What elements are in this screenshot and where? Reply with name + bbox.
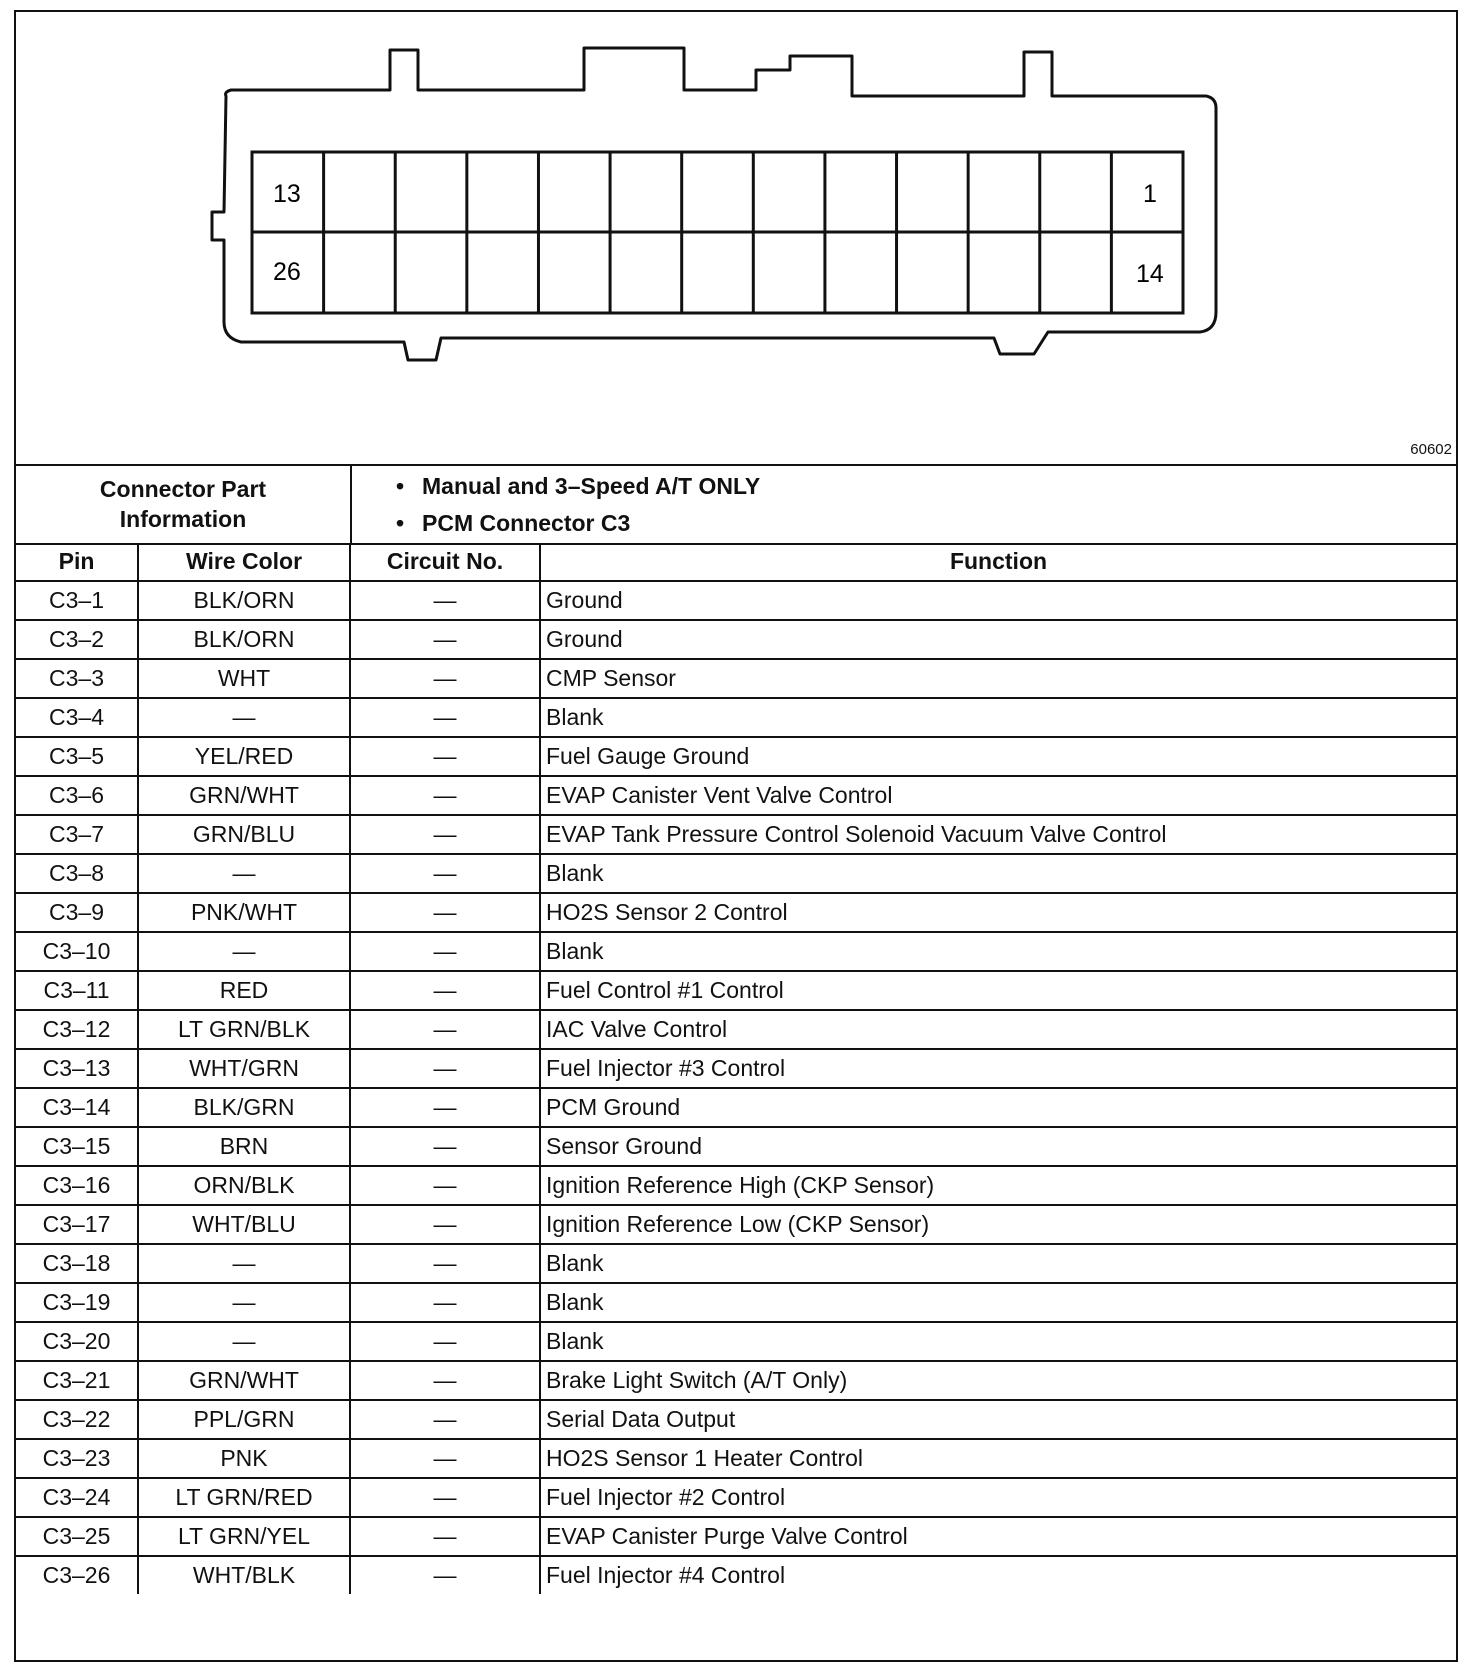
wire-color-cell: GRN/WHT bbox=[138, 776, 350, 815]
pin-cell: C3–2 bbox=[16, 620, 138, 659]
function-cell: Fuel Injector #2 Control bbox=[540, 1478, 1456, 1517]
pin-cell: C3–10 bbox=[16, 932, 138, 971]
pin-cell: C3–6 bbox=[16, 776, 138, 815]
circuit-no-cell: — bbox=[350, 815, 540, 854]
pin-cell: C3–23 bbox=[16, 1439, 138, 1478]
circuit-no-cell: — bbox=[350, 1127, 540, 1166]
wire-color-cell: WHT/GRN bbox=[138, 1049, 350, 1088]
table-row bbox=[16, 1478, 1456, 1517]
table-row bbox=[16, 1322, 1456, 1361]
function-cell: Ignition Reference Low (CKP Sensor) bbox=[540, 1205, 1456, 1244]
function-cell: EVAP Canister Purge Valve Control bbox=[540, 1517, 1456, 1556]
pin-table bbox=[16, 543, 1456, 1594]
pin-cell: C3–3 bbox=[16, 659, 138, 698]
table-row bbox=[16, 854, 1456, 893]
table-row bbox=[16, 698, 1456, 737]
function-cell: HO2S Sensor 2 Control bbox=[540, 893, 1456, 932]
wire-color-cell: RED bbox=[138, 971, 350, 1010]
table-row bbox=[16, 1283, 1456, 1322]
pin-label-1: 1 bbox=[1143, 180, 1157, 208]
function-cell: Blank bbox=[540, 854, 1456, 893]
function-cell: Fuel Injector #3 Control bbox=[540, 1049, 1456, 1088]
function-cell: EVAP Tank Pressure Control Solenoid Vacuum Valve Control bbox=[540, 815, 1456, 854]
wire-color-cell: LT GRN/RED bbox=[138, 1478, 350, 1517]
table-row bbox=[16, 932, 1456, 971]
table-row bbox=[16, 1127, 1456, 1166]
function-cell: HO2S Sensor 1 Heater Control bbox=[540, 1439, 1456, 1478]
pin-cell: C3–8 bbox=[16, 854, 138, 893]
pin-cell: C3–22 bbox=[16, 1400, 138, 1439]
function-cell: Sensor Ground bbox=[540, 1127, 1456, 1166]
table-row bbox=[16, 659, 1456, 698]
circuit-no-cell: — bbox=[350, 854, 540, 893]
circuit-no-cell: — bbox=[350, 1088, 540, 1127]
table-row bbox=[16, 971, 1456, 1010]
table-row bbox=[16, 620, 1456, 659]
wire-color-cell: — bbox=[138, 1283, 350, 1322]
pin-cell: C3–20 bbox=[16, 1322, 138, 1361]
connector-diagram bbox=[16, 12, 1456, 466]
wire-color-cell: — bbox=[138, 1322, 350, 1361]
pin-label-26: 26 bbox=[273, 258, 301, 286]
function-cell: Ground bbox=[540, 620, 1456, 659]
circuit-no-cell: — bbox=[350, 1244, 540, 1283]
wire-color-cell: — bbox=[138, 932, 350, 971]
pin-cell: C3–15 bbox=[16, 1127, 138, 1166]
circuit-no-cell: — bbox=[350, 932, 540, 971]
pin-cell: C3–24 bbox=[16, 1478, 138, 1517]
wire-color-cell: WHT/BLK bbox=[138, 1556, 350, 1594]
wire-color-cell: BLK/ORN bbox=[138, 620, 350, 659]
pin-cell: C3–26 bbox=[16, 1556, 138, 1594]
table-row bbox=[16, 1166, 1456, 1205]
pin-cell: C3–13 bbox=[16, 1049, 138, 1088]
table-row bbox=[16, 1556, 1456, 1594]
pin-cell: C3–25 bbox=[16, 1517, 138, 1556]
function-cell: Blank bbox=[540, 698, 1456, 737]
wire-color-cell: GRN/WHT bbox=[138, 1361, 350, 1400]
circuit-no-cell: — bbox=[350, 1205, 540, 1244]
function-cell: Ground bbox=[540, 581, 1456, 620]
circuit-no-cell: — bbox=[350, 659, 540, 698]
pin-cell: C3–19 bbox=[16, 1283, 138, 1322]
wire-color-cell: BLK/GRN bbox=[138, 1088, 350, 1127]
circuit-no-cell: — bbox=[350, 893, 540, 932]
wire-color-cell: — bbox=[138, 698, 350, 737]
wire-color-cell: LT GRN/YEL bbox=[138, 1517, 350, 1556]
circuit-no-cell: — bbox=[350, 1283, 540, 1322]
function-cell: EVAP Canister Vent Valve Control bbox=[540, 776, 1456, 815]
circuit-no-cell: — bbox=[350, 620, 540, 659]
circuit-no-cell: — bbox=[350, 581, 540, 620]
pin-cavity-grid bbox=[252, 152, 1183, 313]
pin-cell: C3–21 bbox=[16, 1361, 138, 1400]
circuit-no-cell: — bbox=[350, 1166, 540, 1205]
function-cell: Fuel Injector #4 Control bbox=[540, 1556, 1456, 1594]
circuit-no-cell: — bbox=[350, 1517, 540, 1556]
circuit-no-cell: — bbox=[350, 1439, 540, 1478]
wire-color-cell: PNK/WHT bbox=[138, 893, 350, 932]
circuit-no-cell: — bbox=[350, 737, 540, 776]
function-cell: CMP Sensor bbox=[540, 659, 1456, 698]
pin-cell: C3–17 bbox=[16, 1205, 138, 1244]
pin-cell: C3–4 bbox=[16, 698, 138, 737]
figure-id: 60602 bbox=[1410, 441, 1452, 458]
table-row bbox=[16, 1400, 1456, 1439]
table-row bbox=[16, 893, 1456, 932]
function-cell: Blank bbox=[540, 932, 1456, 971]
table-row bbox=[16, 1088, 1456, 1127]
table-row bbox=[16, 1439, 1456, 1478]
wire-color-cell: GRN/BLU bbox=[138, 815, 350, 854]
wire-color-cell: ORN/BLK bbox=[138, 1166, 350, 1205]
connector-note: • Manual and 3–Speed A/T ONLY bbox=[422, 468, 1456, 505]
pin-cell: C3–18 bbox=[16, 1244, 138, 1283]
function-cell: Ignition Reference High (CKP Sensor) bbox=[540, 1166, 1456, 1205]
circuit-no-cell: — bbox=[350, 698, 540, 737]
wire-color-cell: BRN bbox=[138, 1127, 350, 1166]
function-cell: PCM Ground bbox=[540, 1088, 1456, 1127]
wire-color-cell: PPL/GRN bbox=[138, 1400, 350, 1439]
connector-sheet bbox=[14, 10, 1458, 1662]
pin-label-13: 13 bbox=[273, 180, 301, 208]
table-row bbox=[16, 581, 1456, 620]
wire-color-cell: — bbox=[138, 854, 350, 893]
table-row bbox=[16, 1205, 1456, 1244]
function-cell: Blank bbox=[540, 1283, 1456, 1322]
wire-color-cell: WHT/BLU bbox=[138, 1205, 350, 1244]
pin-table-header bbox=[16, 543, 1456, 581]
header-wire-color: Wire Color bbox=[138, 543, 350, 581]
table-row bbox=[16, 737, 1456, 776]
wire-color-cell: LT GRN/BLK bbox=[138, 1010, 350, 1049]
circuit-no-cell: — bbox=[350, 776, 540, 815]
circuit-no-cell: — bbox=[350, 1361, 540, 1400]
pin-cell: C3–1 bbox=[16, 581, 138, 620]
pin-cell: C3–14 bbox=[16, 1088, 138, 1127]
function-cell: Brake Light Switch (A/T Only) bbox=[540, 1361, 1456, 1400]
circuit-no-cell: — bbox=[350, 1478, 540, 1517]
table-row bbox=[16, 1517, 1456, 1556]
header-function: Function bbox=[540, 543, 1456, 581]
connector-face-drawing bbox=[16, 12, 1456, 464]
connector-note: • PCM Connector C3 bbox=[422, 505, 1456, 542]
function-cell: Serial Data Output bbox=[540, 1400, 1456, 1439]
function-cell: Fuel Control #1 Control bbox=[540, 971, 1456, 1010]
wire-color-cell: — bbox=[138, 1244, 350, 1283]
wire-color-cell: WHT bbox=[138, 659, 350, 698]
function-cell: Blank bbox=[540, 1244, 1456, 1283]
circuit-no-cell: — bbox=[350, 1400, 540, 1439]
function-cell: Blank bbox=[540, 1322, 1456, 1361]
table-row bbox=[16, 1244, 1456, 1283]
pin-cell: C3–7 bbox=[16, 815, 138, 854]
circuit-no-cell: — bbox=[350, 1010, 540, 1049]
wire-color-cell: BLK/ORN bbox=[138, 581, 350, 620]
circuit-no-cell: — bbox=[350, 1322, 540, 1361]
connector-info-label-line2: Information bbox=[119, 505, 247, 532]
table-row bbox=[16, 1361, 1456, 1400]
header-pin: Pin bbox=[16, 543, 138, 581]
table-row bbox=[16, 815, 1456, 854]
pin-cell: C3–16 bbox=[16, 1166, 138, 1205]
table-row bbox=[16, 1049, 1456, 1088]
connector-info-notes bbox=[352, 464, 1456, 547]
circuit-no-cell: — bbox=[350, 971, 540, 1010]
table-row bbox=[16, 1010, 1456, 1049]
pin-label-14: 14 bbox=[1136, 260, 1164, 288]
function-cell: IAC Valve Control bbox=[540, 1010, 1456, 1049]
header-circuit-no: Circuit No. bbox=[350, 543, 540, 581]
table-row bbox=[16, 776, 1456, 815]
pin-cell: C3–5 bbox=[16, 737, 138, 776]
connector-part-information bbox=[16, 464, 1456, 545]
wire-color-cell: PNK bbox=[138, 1439, 350, 1478]
pin-cell: C3–9 bbox=[16, 893, 138, 932]
wire-color-cell: YEL/RED bbox=[138, 737, 350, 776]
circuit-no-cell: — bbox=[350, 1556, 540, 1594]
connector-info-label bbox=[16, 464, 352, 543]
connector-info-label-line1: Connector Part bbox=[99, 475, 267, 502]
function-cell: Fuel Gauge Ground bbox=[540, 737, 1456, 776]
circuit-no-cell: — bbox=[350, 1049, 540, 1088]
pin-cell: C3–11 bbox=[16, 971, 138, 1010]
pin-cell: C3–12 bbox=[16, 1010, 138, 1049]
